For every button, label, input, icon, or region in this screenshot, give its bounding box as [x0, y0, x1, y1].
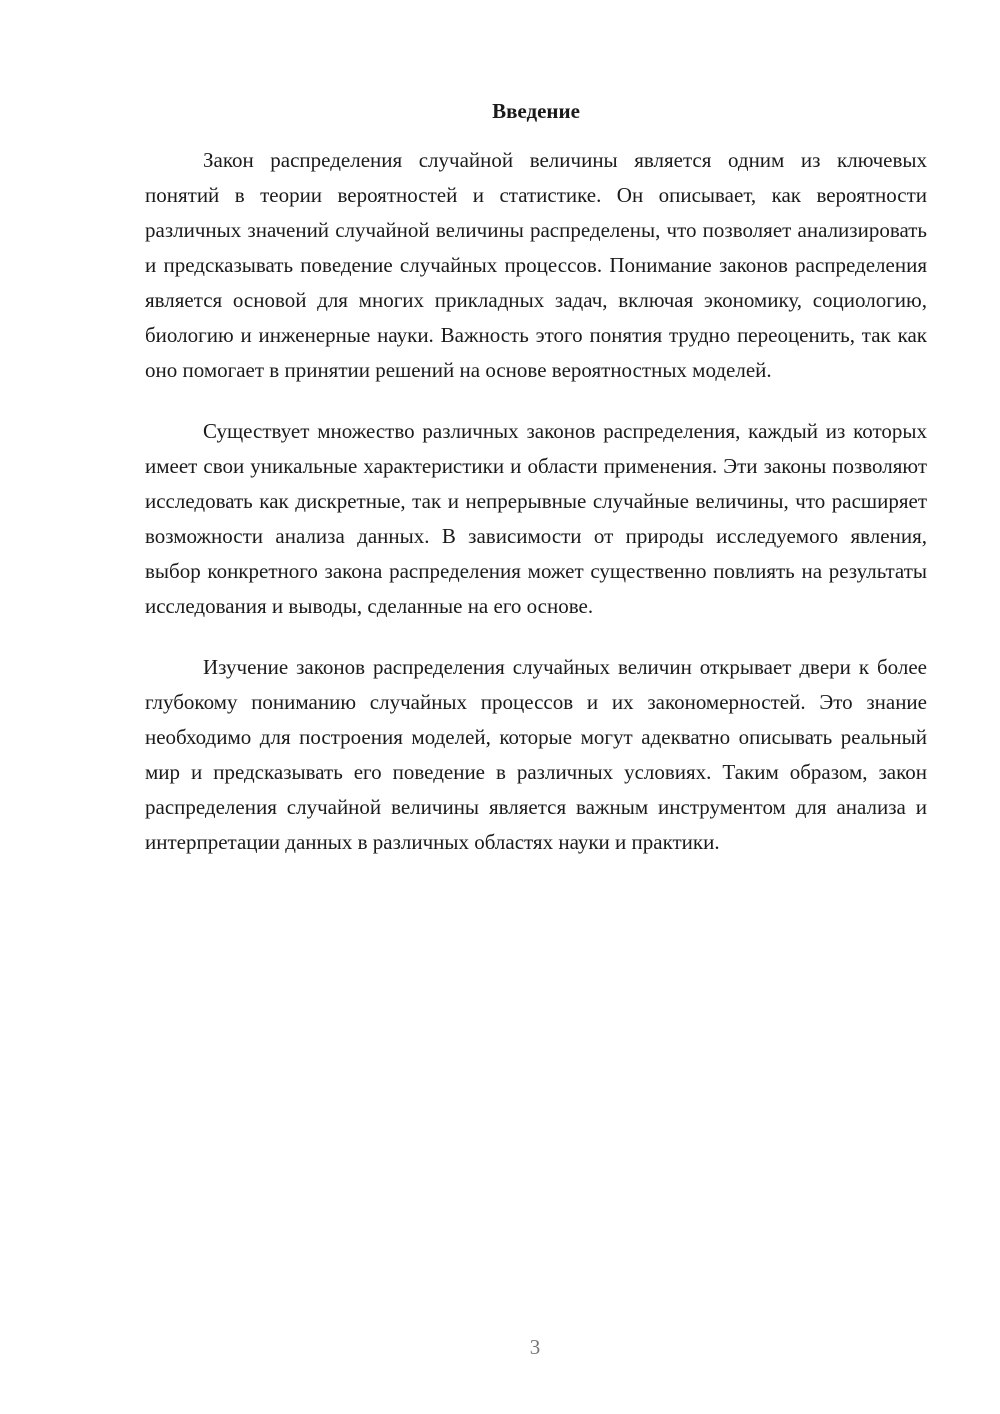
body-text — [145, 143, 927, 886]
paragraph-2: Существует множество различных законов распределения, каждый из которых имеет свои уникальные характеристики и области применения. Эти законы позволяют исследовать как дискретные, так и непрерывные случайные величины, что расширяет возможности анализа данных. В зависимости от природы исследуемого явления, выбор конкретного закона распределения может существенно повлиять на результаты исследования и выводы, сделанные на его основе. — [145, 419, 927, 618]
paragraph-3: Изучение законов распределения случайных величин открывает двери к более глубокому пониманию случайных процессов и их закономерностей. Это знание необходимо для построения моделей, которые могут адекватно описывать реальный мир и предсказывать его поведение в различных условиях. Таким образом, закон распределения случайной величины является важным инструментом для анализа и интерпретации данных в различных областях науки и практики. — [145, 655, 927, 854]
page-number: 3 — [529, 1335, 541, 1359]
section-heading: Введение — [492, 99, 580, 123]
paragraph-1: Закон распределения случайной величины является одним из ключевых понятий в теории вероятностей и статистике. Он описывает, как вероятности различных значений случайной величины распределены, что позволяет анализировать и предсказывать поведение случайных процессов. Понимание законов распределения является основой для многих прикладных задач, включая экономику, социологию, биологию и инженерные науки. Важность этого понятия трудно переоценить, так как оно помогает в принятии решений на основе вероятностных моделей. — [145, 148, 927, 382]
